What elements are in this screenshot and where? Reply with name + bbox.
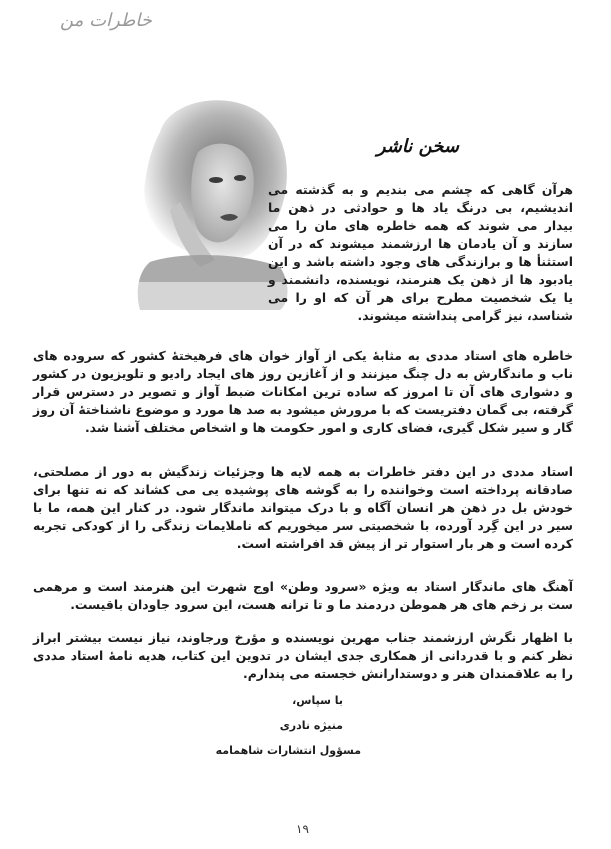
paragraph-memoirs: خاطره های استاد مددی به مثابهٔ یکی از آواز خوان های فرهیختهٔ کشور که سروده های ناب و ماندگارش به دل چنگ میزنند و از آغازین روز های ایجاد رادیو و تلویزیون در کشور و دشواری های آن تا امروز که ساده ترین امکانات ضبط آواز و تصویر در دسترس قرار گرفته، بی گمان دفتریست که با مرورش میشود به صد ها مورد و موضوع ناشناختهٔ آن روز گار و سیر شکل گیری، فضای کاری و امور حکومت ها و اشخاص مختلف آشنا شد. [33,348,573,435]
paragraph-honesty: استاد مددی در این دفتر خاطرات به همه لایه ها وجزئیات زندگیش به دور از مصلحتی، صادقانه پرداخته است وخواننده را به گوشه های پوشیده یی می کشاند که نه تنها برای خودش بل در ذهن هر انسان آگاه و با درک میتواند ماندگار شود. در کنار این همه، ما با سیر در این گِرد آورده، با شخصیتی سر میخوریم که ناملایمات زندگی را از کودکی تجربه کرده است و هر بار استوار تر از پیش قد افراشته است. [33,464,573,551]
signature-role: مسؤول انتشارات شاهمامه [215,744,361,757]
page-number: ۱۹ [296,822,309,836]
paragraph-songs: آهنگ های ماندگار استاد به ویژه «سرود وطن» اوج شهرت این هنرمند است و مرهمی ست بر زخم های هر هموطن دردمند ما و تا ترانه هست، این سرود جاودان باقیست. [33,579,573,612]
paragraph-intro: هرآن گاهی که چشم می بندیم و به گذشته می اندیشیم، بی درنگ یاد ها و حوادثی در ذهن ما بیدار می شوند که همه خاطره های مان را می سازند و آن یادمان ها ارزشمند میشوند که در آن استثنأ ها و برازندگی های وجود داشته باشد و این یادبود ها از ذهن یک هنرمند، نویسنده، دانشمند و یا یک شخصیت مطرح برای هر آن که او را می شناسد، نیز گرامی پنداشته میشوند. [268,182,573,323]
running-title: خاطرات من [60,10,152,31]
signature-closing: با سپاس، [292,694,343,707]
signature-name: منیژه نادری [279,719,343,732]
publisher-note-heading: سخن ناشر [376,136,459,157]
paragraph-thanks: با اظهار نگرش ارزشمند جناب مهرین نویسنده و مؤرخ ورجاوند، نیاز نیست بیشتر ابراز نظر کنم و با قدردانی از همکاری جدی ایشان در تدوین این کتاب، هدیه نامهٔ استاد مددی را به علاقمندان هنر و دوستدارانش خجسته می پندارم. [33,630,573,681]
